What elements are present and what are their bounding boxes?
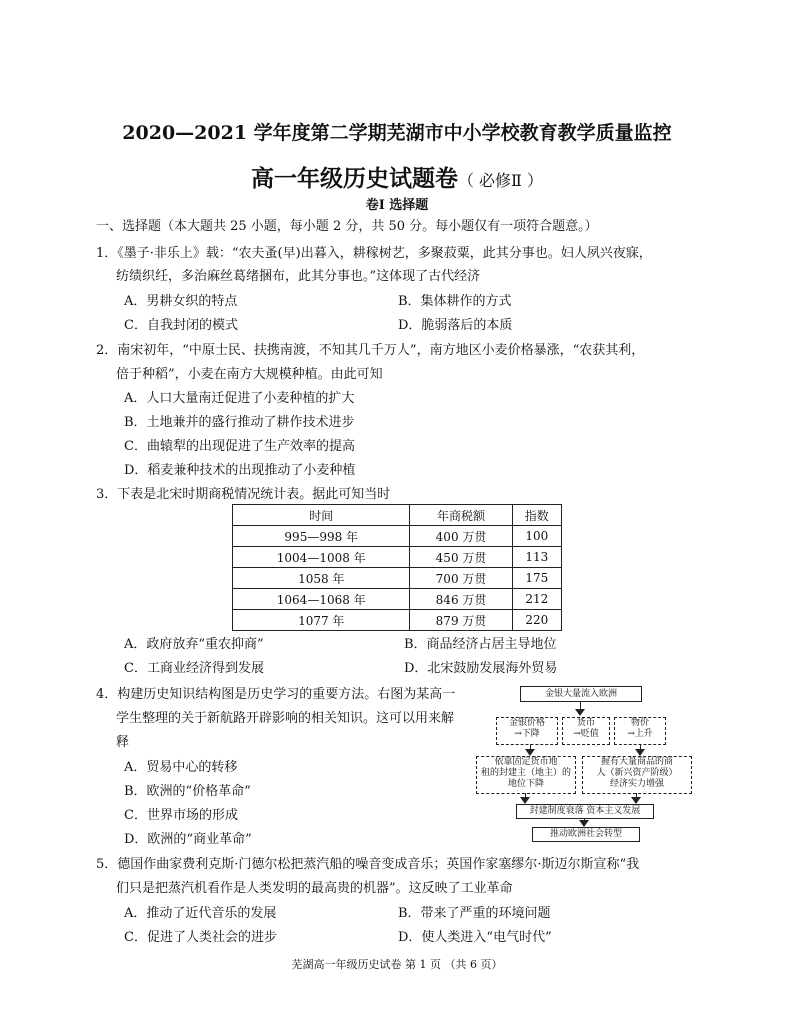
table-row (233, 547, 562, 568)
q2-stem-line1: 2．南宋初年，“中原士民、扶携南渡，不知其几千万人”，南方地区小麦价格暴涨，“农获其利， (96, 343, 645, 358)
diagram-text: 下降 (521, 729, 540, 739)
diagram-box-gold-price (496, 717, 558, 745)
q1-option-b: B．集体耕作的方式 (398, 294, 512, 309)
q5-option-c: C．促进了人类社会的进步 (124, 930, 277, 945)
diagram-box-feudal-decline: 封建制度衰落 资本主义发展 (516, 804, 654, 819)
q1-option-a: A．男耕女织的特点 (124, 294, 238, 309)
diagram-arrow-icon (575, 709, 585, 716)
knowledge-structure-diagram (470, 682, 700, 842)
diagram-arrow-icon (525, 749, 535, 756)
table-cell: 175 (512, 568, 561, 589)
diagram-box-merchants (582, 756, 692, 794)
q4-stem-line3: 释 (116, 735, 130, 750)
q3-option-c: C．工商业经济得到发展 (124, 661, 264, 676)
q3-option-b: B．商品经济占居主导地位 (404, 637, 557, 652)
diagram-text: 物价 (630, 718, 649, 728)
table-cell: 846 万贯 (410, 589, 512, 610)
table-header-cell: 指数 (512, 505, 561, 526)
q5-stem-line1: 5．德国作曲家费利克斯·门德尔松把蒸汽船的噪音变成音乐；英国作家塞缪尔·斯迈尔斯宣称“我 (96, 857, 640, 872)
q3-option-a: A．政府放弃“重农抑商” (124, 637, 264, 652)
q5-stem-line2: 们只是把蒸汽机看作是人类发明的最高贵的机器”。这反映了工业革命 (116, 881, 513, 896)
table-cell: 995—998 年 (233, 526, 410, 547)
diagram-top-box: 金银大量流入欧洲 (520, 686, 642, 702)
q2-option-d: D．稻麦兼种技术的出现推动了小麦种植 (124, 463, 356, 478)
table-cell: 400 万贯 (410, 526, 512, 547)
q4-option-c: C．世界市场的形成 (124, 808, 238, 823)
diagram-box-social-transform: 推动欧洲社会转型 (532, 827, 640, 842)
table-cell: 700 万贯 (410, 568, 512, 589)
page-footer: 芜湖高一年级历史试卷 第 1 页 （共 6 页） (291, 958, 503, 971)
q2-option-c: C．曲辕犁的出现促进了生产效率的提高 (124, 439, 355, 454)
table-cell: 100 (512, 526, 561, 547)
table-header-row (233, 505, 562, 526)
diagram-text: 上升 (634, 729, 653, 739)
q1-stem-line2: 纺绩织纴，多治麻丝葛绪捆布，此其分事也。”这体现了古代经济 (116, 269, 481, 284)
diagram-box-prices (614, 717, 666, 745)
q1-stem-line1: 1．《墨子·非乐上》载：“农夫蚤(早)出暮入，耕稼树艺，多聚菽粟，此其分事也。妇人夙兴夜寐， (96, 246, 652, 261)
q4-stem-line2: 学生整理的关于新航路开辟影响的相关知识。这可以用来解 (116, 711, 455, 726)
arrow-right-icon: → (627, 729, 635, 739)
diagram-text: 租的封建主（地主）的 (480, 768, 571, 778)
q4-option-b: B．欧洲的“价格革命” (124, 784, 251, 799)
table-cell: 212 (512, 589, 561, 610)
q2-option-a: A．人口大量南迁促进了小麦种植的扩大 (124, 391, 355, 406)
q2-option-b: B．土地兼并的盛行推动了耕作技术进步 (124, 415, 355, 430)
instructions: 一、选择题（本大题共 25 小题，每小题 2 分，共 50 分。每小题仅有一项符合题意。） (96, 219, 598, 234)
q4-stem-line1: 4．构建历史知识结构图是历史学习的重要方法。右图为某高一 (96, 687, 456, 702)
section-title: 卷Ⅰ 选择题 (365, 198, 429, 213)
diagram-text (615, 729, 665, 740)
table-cell: 1077 年 (233, 610, 410, 631)
q3-option-d: D．北宋鼓励发展海外贸易 (404, 661, 558, 676)
diagram-box-feudal-lords (476, 756, 576, 794)
diagram-text: 握有大量商品的商 (600, 757, 673, 767)
table-row (233, 568, 562, 589)
table-cell: 1058 年 (233, 568, 410, 589)
diagram-text: 金银价格 (508, 718, 545, 728)
exam-subject-title: 高一年级历史试题卷 (250, 165, 458, 192)
q5-option-b: B．带来了严重的环境问题 (398, 906, 551, 921)
diagram-arrow-icon (635, 749, 645, 756)
table-header-cell: 年商税额 (410, 505, 512, 526)
diagram-text: 人（新兴资产阶级） (596, 768, 678, 778)
diagram-arrow-icon (520, 797, 530, 804)
table-row (233, 589, 562, 610)
table-row (233, 526, 562, 547)
q4-option-d: D．欧洲的“商业革命” (124, 832, 252, 847)
exam-title-line1: 2020—2021 学年度第二学期芜湖市中小学校教育教学质量监控 (122, 122, 672, 144)
diagram-text: 经济实力增强 (609, 779, 664, 789)
q5-option-d: D．使人类进入“电气时代” (398, 930, 552, 945)
table-cell: 113 (512, 547, 561, 568)
diagram-arrow-icon (631, 797, 641, 804)
exam-module-label: （ 必修Ⅱ ） (457, 171, 544, 190)
diagram-text: 货币 (576, 718, 595, 728)
q5-option-a: A．推动了近代音乐的发展 (124, 906, 277, 921)
table-cell: 1004—1008 年 (233, 547, 410, 568)
diagram-text (497, 729, 557, 740)
diagram-text: 依靠固定货币地 (494, 757, 558, 767)
diagram-text (563, 729, 609, 740)
tax-table (232, 504, 562, 631)
table-cell: 450 万贯 (410, 547, 512, 568)
q4-option-a: A．贸易中心的转移 (124, 760, 238, 775)
q1-option-c: C．自我封闭的模式 (124, 318, 238, 333)
table-cell: 220 (512, 610, 561, 631)
q2-stem-line2: 倍于种稻”，小麦在南方大规模种植。由此可知 (116, 367, 383, 382)
exam-title-line2 (0, 160, 794, 193)
table-row (233, 610, 562, 631)
q3-stem: 3．下表是北宋时期商税情况统计表。据此可知当时 (96, 487, 391, 502)
q1-option-d: D．脆弱落后的本质 (398, 318, 513, 333)
table-cell: 1064—1068 年 (233, 589, 410, 610)
table-cell: 879 万贯 (410, 610, 512, 631)
arrow-right-icon: → (514, 729, 522, 739)
diagram-arrow-icon (579, 820, 589, 827)
diagram-text: 贬值 (580, 729, 599, 739)
table-header-cell: 时间 (233, 505, 410, 526)
diagram-box-currency (562, 717, 610, 745)
diagram-text: 地位下降 (507, 779, 544, 789)
arrow-right-icon: → (573, 729, 581, 739)
